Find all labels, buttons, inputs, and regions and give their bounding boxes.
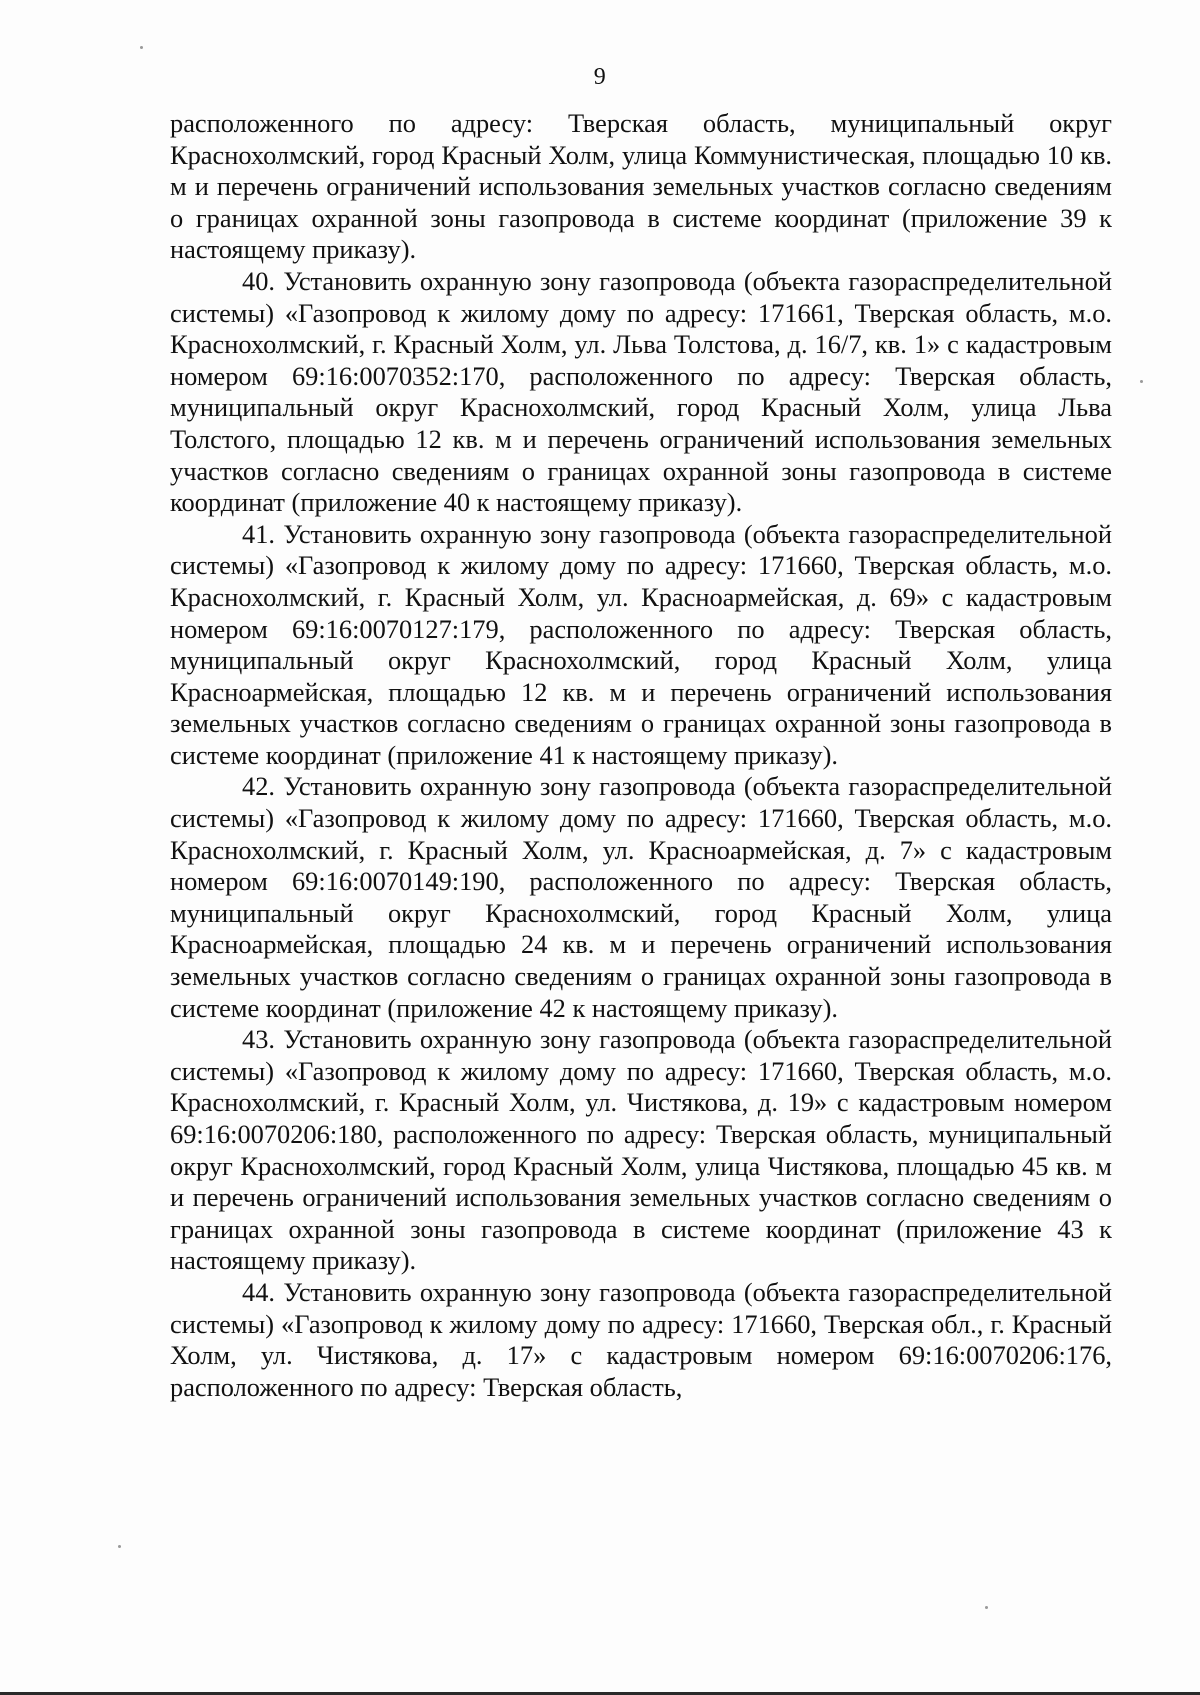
page-number: 9 [593,64,607,90]
scan-speck [140,46,143,49]
paragraph-item-42: 42. Установить охранную зону газопровода (объекта газораспределительной системы) «Газопровод к жилому дому по адресу: 171660, Тверская область, м.о. Краснохолмский, г. Красный Холм, ул. Красноармейская, д. 7» с кадастровым номером 69:16:0070149:190, расположенного по адресу: Тверская область, муниципальный округ Краснохолмский, город Красный Холм, улица Красноармейская, площадью 24 кв. м и перечень ограничений использования земельных участков согласно сведениям о границах охранной зоны газопровода в системе координат (приложение 42 к настоящему приказу). [170,771,1112,1023]
paragraph-continuation: расположенного по адресу: Тверская область, муниципальный округ Краснохолмский, город Красный Холм, улица Коммунистическая, площадью 10 кв. м и перечень ограничений использования земельных участков согласно сведениям о границах охранной зоны газопровода в системе координат (приложение 39 к настоящему приказу). [170,108,1112,265]
paragraph-item-43: 43. Установить охранную зону газопровода (объекта газораспределительной системы) «Газопровод к жилому дому по адресу: 171660, Тверская область, м.о. Краснохолмский, г. Красный Холм, ул. Чистякова, д. 19» с кадастровым номером 69:16:0070206:180, расположенного по адресу: Тверская область, муниципальный округ Краснохолмский, город Красный Холм, улица Чистякова, площадью 45 кв. м и перечень ограничений использования земельных участков согласно сведениям о границах охранной зоны газопровода в системе координат (приложение 43 к настоящему приказу). [170,1024,1112,1276]
scan-speck [985,1606,988,1609]
scan-speck [1140,380,1143,383]
paragraph-item-41: 41. Установить охранную зону газопровода (объекта газораспределительной системы) «Газопровод к жилому дому по адресу: 171660, Тверская область, м.о. Краснохолмский, г. Красный Холм, ул. Красноармейская, д. 69» с кадастровым номером 69:16:0070127:179, расположенного по адресу: Тверская область, муниципальный округ Краснохолмский, город Красный Холм, улица Красноармейская, площадью 12 кв. м и перечень ограничений использования земельных участков согласно сведениям о границах охранной зоны газопровода в системе координат (приложение 41 к настоящему приказу). [170,518,1112,770]
paragraph-item-44: 44. Установить охранную зону газопровода (объекта газораспределительной системы) «Газопровод к жилому дому по адресу: 171660, Тверская обл., г. Красный Холм, ул. Чистякова, д. 17» с кадастровым номером 69:16:0070206:176, расположенного по адресу: Тверская область, [170,1276,1112,1402]
scan-speck [118,1545,121,1548]
paragraph-item-40: 40. Установить охранную зону газопровода (объекта газораспределительной системы) «Газопровод к жилому дому по адресу: 171661, Тверская область, м.о. Краснохолмский, г. Красный Холм, ул. Льва Толстова, д. 16/7, кв. 1» с кадастровым номером 69:16:0070352:170, расположенного по адресу: Тверская область, муниципальный округ Краснохолмский, город Красный Холм, улица Льва Толстого, площадью 12 кв. м и перечень ограничений использования земельных участков согласно сведениям о границах охранной зоны газопровода в системе координат (приложение 40 к настоящему приказу). [170,265,1112,518]
document-body [170,108,1112,1403]
